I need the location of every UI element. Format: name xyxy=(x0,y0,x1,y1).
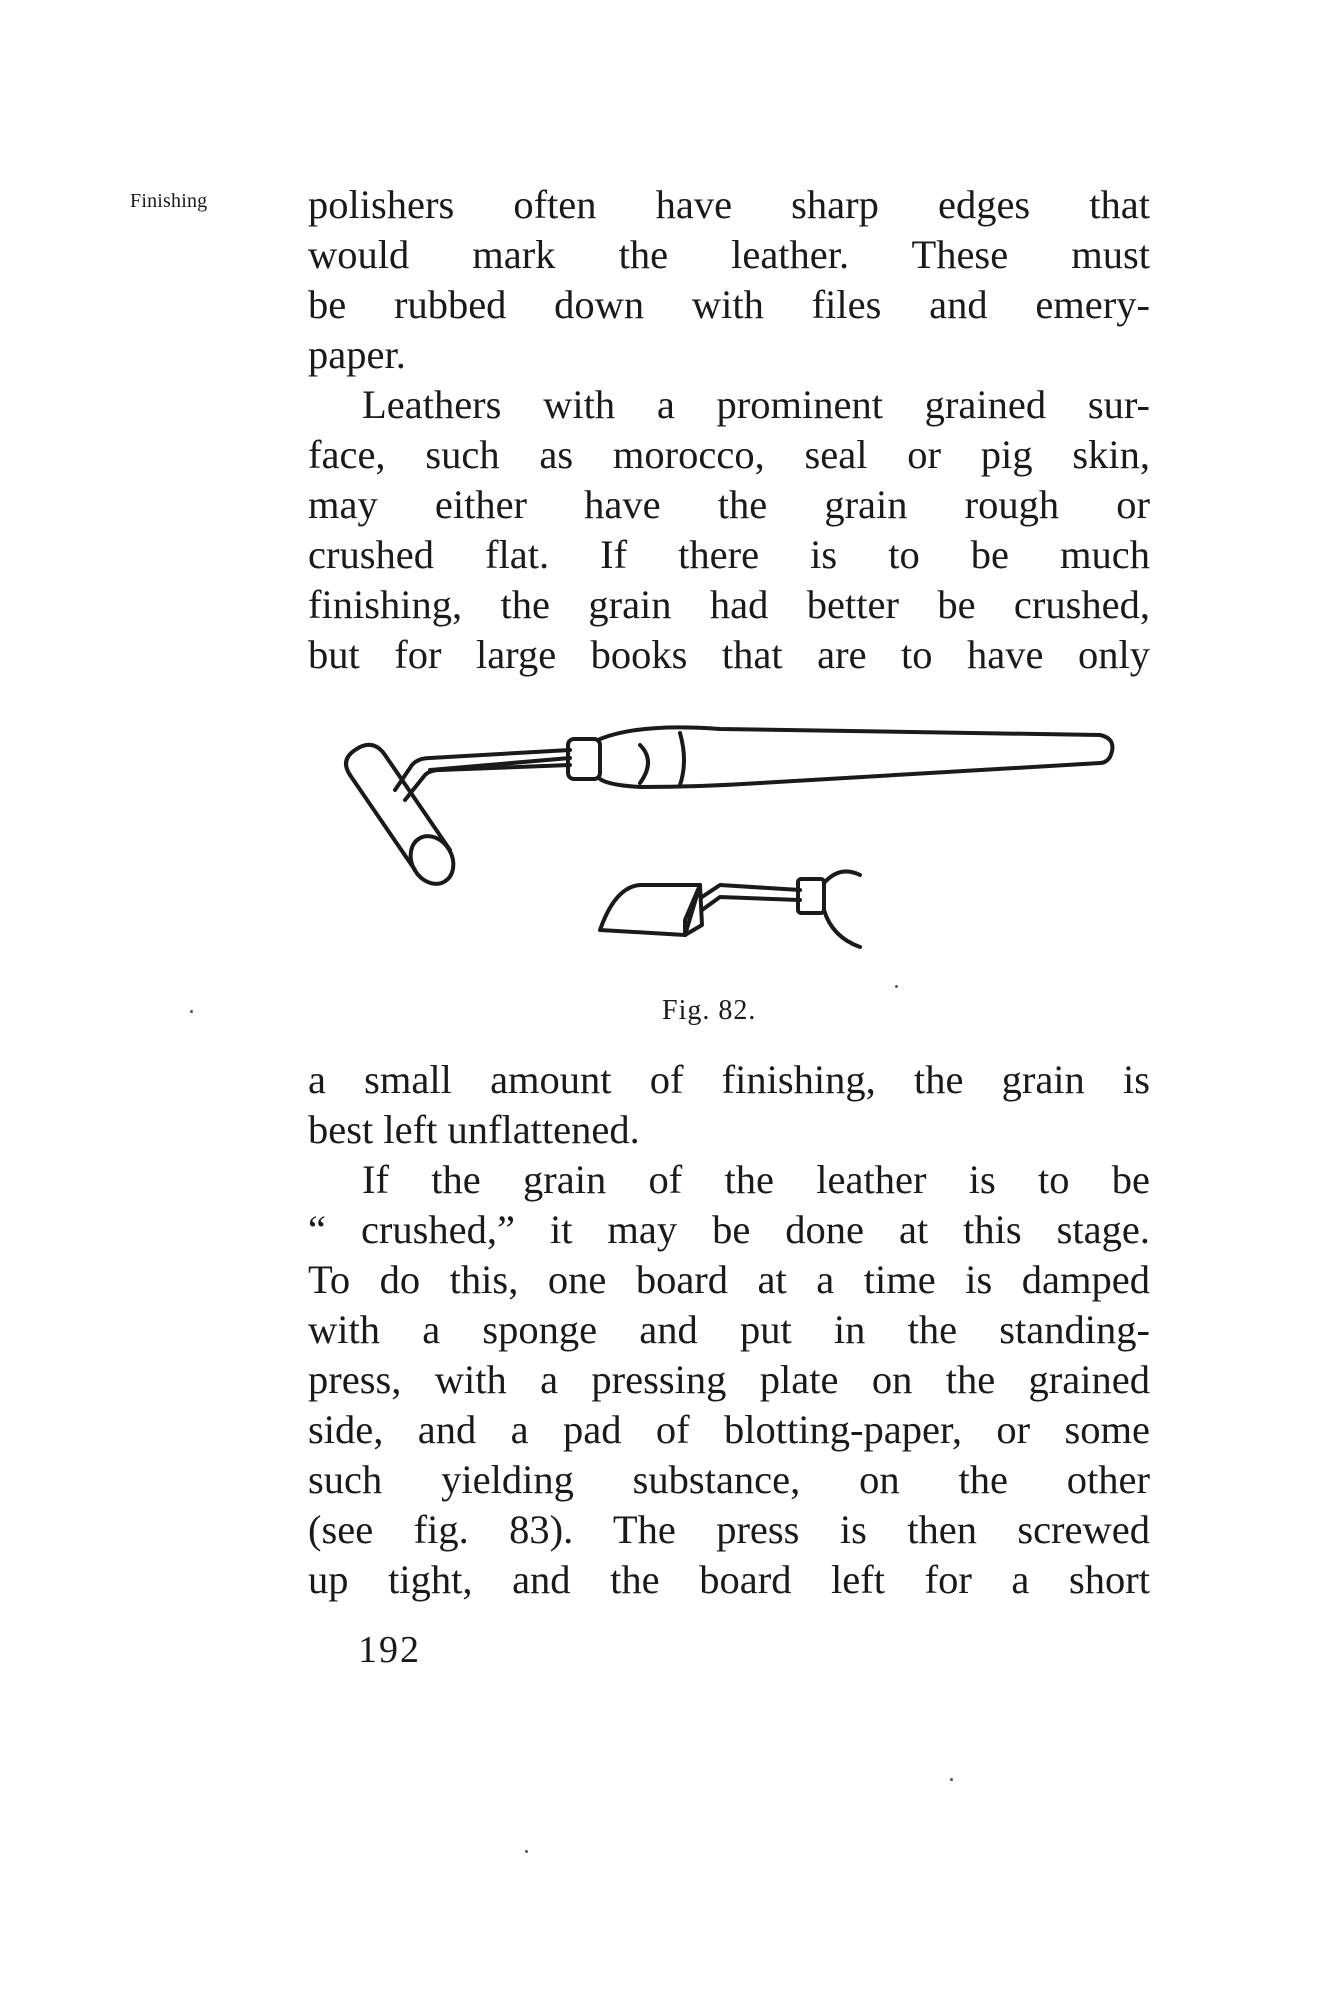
scan-speck xyxy=(190,1010,193,1013)
text-line: press, with a pressing plate on the grained xyxy=(308,1357,1150,1402)
text-line: paper. xyxy=(308,332,406,377)
text-line: up tight, and the board left for a short xyxy=(308,1557,1150,1602)
scan-speck xyxy=(525,1850,528,1853)
text-line: (see fig. 83). The press is then screwed xyxy=(308,1507,1150,1552)
text-line: a small amount of finishing, the grain is xyxy=(308,1057,1150,1102)
text-line: such yielding substance, on the other xyxy=(308,1457,1150,1502)
scan-speck xyxy=(950,1778,953,1781)
text-line: “ crushed,” it may be done at this stage. xyxy=(308,1207,1150,1252)
small-polisher-icon xyxy=(600,871,860,947)
text-line: best left unflattened. xyxy=(308,1107,640,1152)
text-line: If the grain of the leather is to be xyxy=(362,1157,1150,1202)
figure-82 xyxy=(340,725,1140,995)
scan-speck xyxy=(895,985,898,988)
text-line: may either have the grain rough or xyxy=(308,482,1150,527)
text-line: To do this, one board at a time is damped xyxy=(308,1257,1150,1302)
page-number: 192 xyxy=(358,1629,421,1671)
text-line: side, and a pad of blotting-paper, or some xyxy=(308,1407,1150,1452)
text-line: finishing, the grain had better be crushed, xyxy=(308,582,1150,627)
polishing-iron-icon xyxy=(346,727,1112,891)
text-line: be rubbed down with files and emery- xyxy=(308,282,1150,327)
text-line: would mark the leather. These must xyxy=(308,232,1150,277)
text-line: with a sponge and put in the standing- xyxy=(308,1307,1150,1352)
text-line: Leathers with a prominent grained sur- xyxy=(362,382,1150,427)
text-line: but for large books that are to have only xyxy=(308,632,1150,677)
text-line: crushed flat. If there is to be much xyxy=(308,532,1150,577)
text-line: polishers often have sharp edges that xyxy=(308,182,1150,227)
side-note: Finishing xyxy=(130,190,208,212)
figure-caption: Fig. 82. xyxy=(662,995,757,1026)
text-line: face, such as morocco, seal or pig skin, xyxy=(308,432,1150,477)
